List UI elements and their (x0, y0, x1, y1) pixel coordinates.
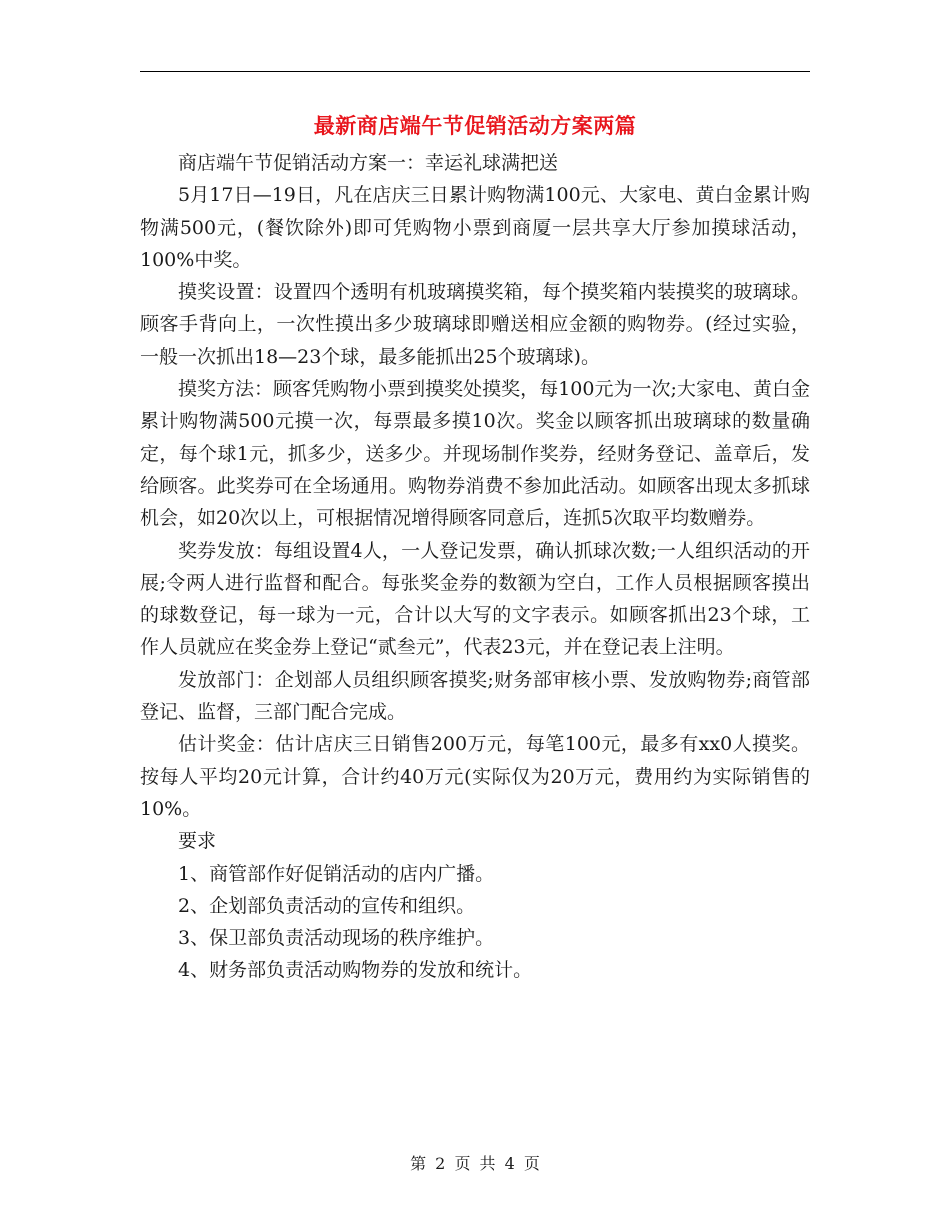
document-title: 最新商店端午节促销活动方案两篇 (313, 113, 637, 138)
paragraph-prize-setup: 摸奖设置：设置四个透明有机玻璃摸奖箱，每个摸奖箱内装摸奖的玻璃球。顾客手背向上，一次性摸出多少玻璃球即赠送相应金额的购物券。(经过实验，一般一次抓出18—23个球，最多能抓出25个玻璃球)。 (140, 281, 810, 368)
paragraph-estimated-prize: 估计奖金：估计店庆三日销售200万元，每笔100元，最多有xx0人摸奖。按每人平均20元计算，合计约40万元(实际仅为20万元，费用约为实际销售的10%。 (140, 733, 810, 820)
paragraph-prize-method: 摸奖方法：顾客凭购物小票到摸奖处摸奖，每100元为一次;大家电、黄白金累计购物满500元摸一次，每票最多摸10次。奖金以顾客抓出玻璃球的数量确定，每个球1元，抓多少，送多少。并现场制作奖券，经财务登记、盖章后，发给顾客。此奖券可在全场通用。购物券消费不参加此活动。如顾客出现太多抓球机会，如20次以上，可根据情况增得顾客同意后，连抓5次取平均数赠券。 (140, 378, 810, 530)
paragraph-departments: 发放部门：企划部人员组织顾客摸奖;财务部审核小票、发放购物券;商管部登记、监督，三部门配合完成。 (140, 668, 810, 724)
header-rule (140, 71, 810, 72)
paragraph-voucher-issuing: 奖券发放：每组设置4人，一人登记发票，确认抓球次数;一人组织活动的开展;令两人进行监督和配合。每张奖金券的数额为空白，工作人员根据顾客摸出的球数登记，每一球为一元，合计以大写的文字表示。如顾客抓出23个球，工作人员就应在奖金券上登记“贰叁元”，代表23元，并在登记表上注明。 (140, 539, 810, 659)
paragraph-plan-heading: 商店端午节促销活动方案一：幸运礼球满把送 (178, 152, 559, 174)
page-number-footer: 第 2 页 共 4 页 (410, 1154, 540, 1173)
paragraph-requirements-heading: 要求 (178, 830, 217, 853)
paragraph-activity-dates: 5月17日—19日，凡在店庆三日累计购物满100元、大家电、黄白金累计购物满500元，(餐饮除外)即可凭购物小票到商厦一层共享大厅参加摸球活动，100%中奖。 (140, 184, 810, 271)
list-item-requirement-3: 3、保卫部负责活动现场的秩序维护。 (178, 927, 495, 950)
list-item-requirement-2: 2、企划部负责活动的宣传和组织。 (178, 894, 476, 917)
list-item-requirement-1: 1、商管部作好促销活动的店内广播。 (178, 862, 495, 885)
list-item-requirement-4: 4、财务部负责活动购物券的发放和统计。 (178, 959, 533, 982)
document-body (140, 147, 810, 987)
